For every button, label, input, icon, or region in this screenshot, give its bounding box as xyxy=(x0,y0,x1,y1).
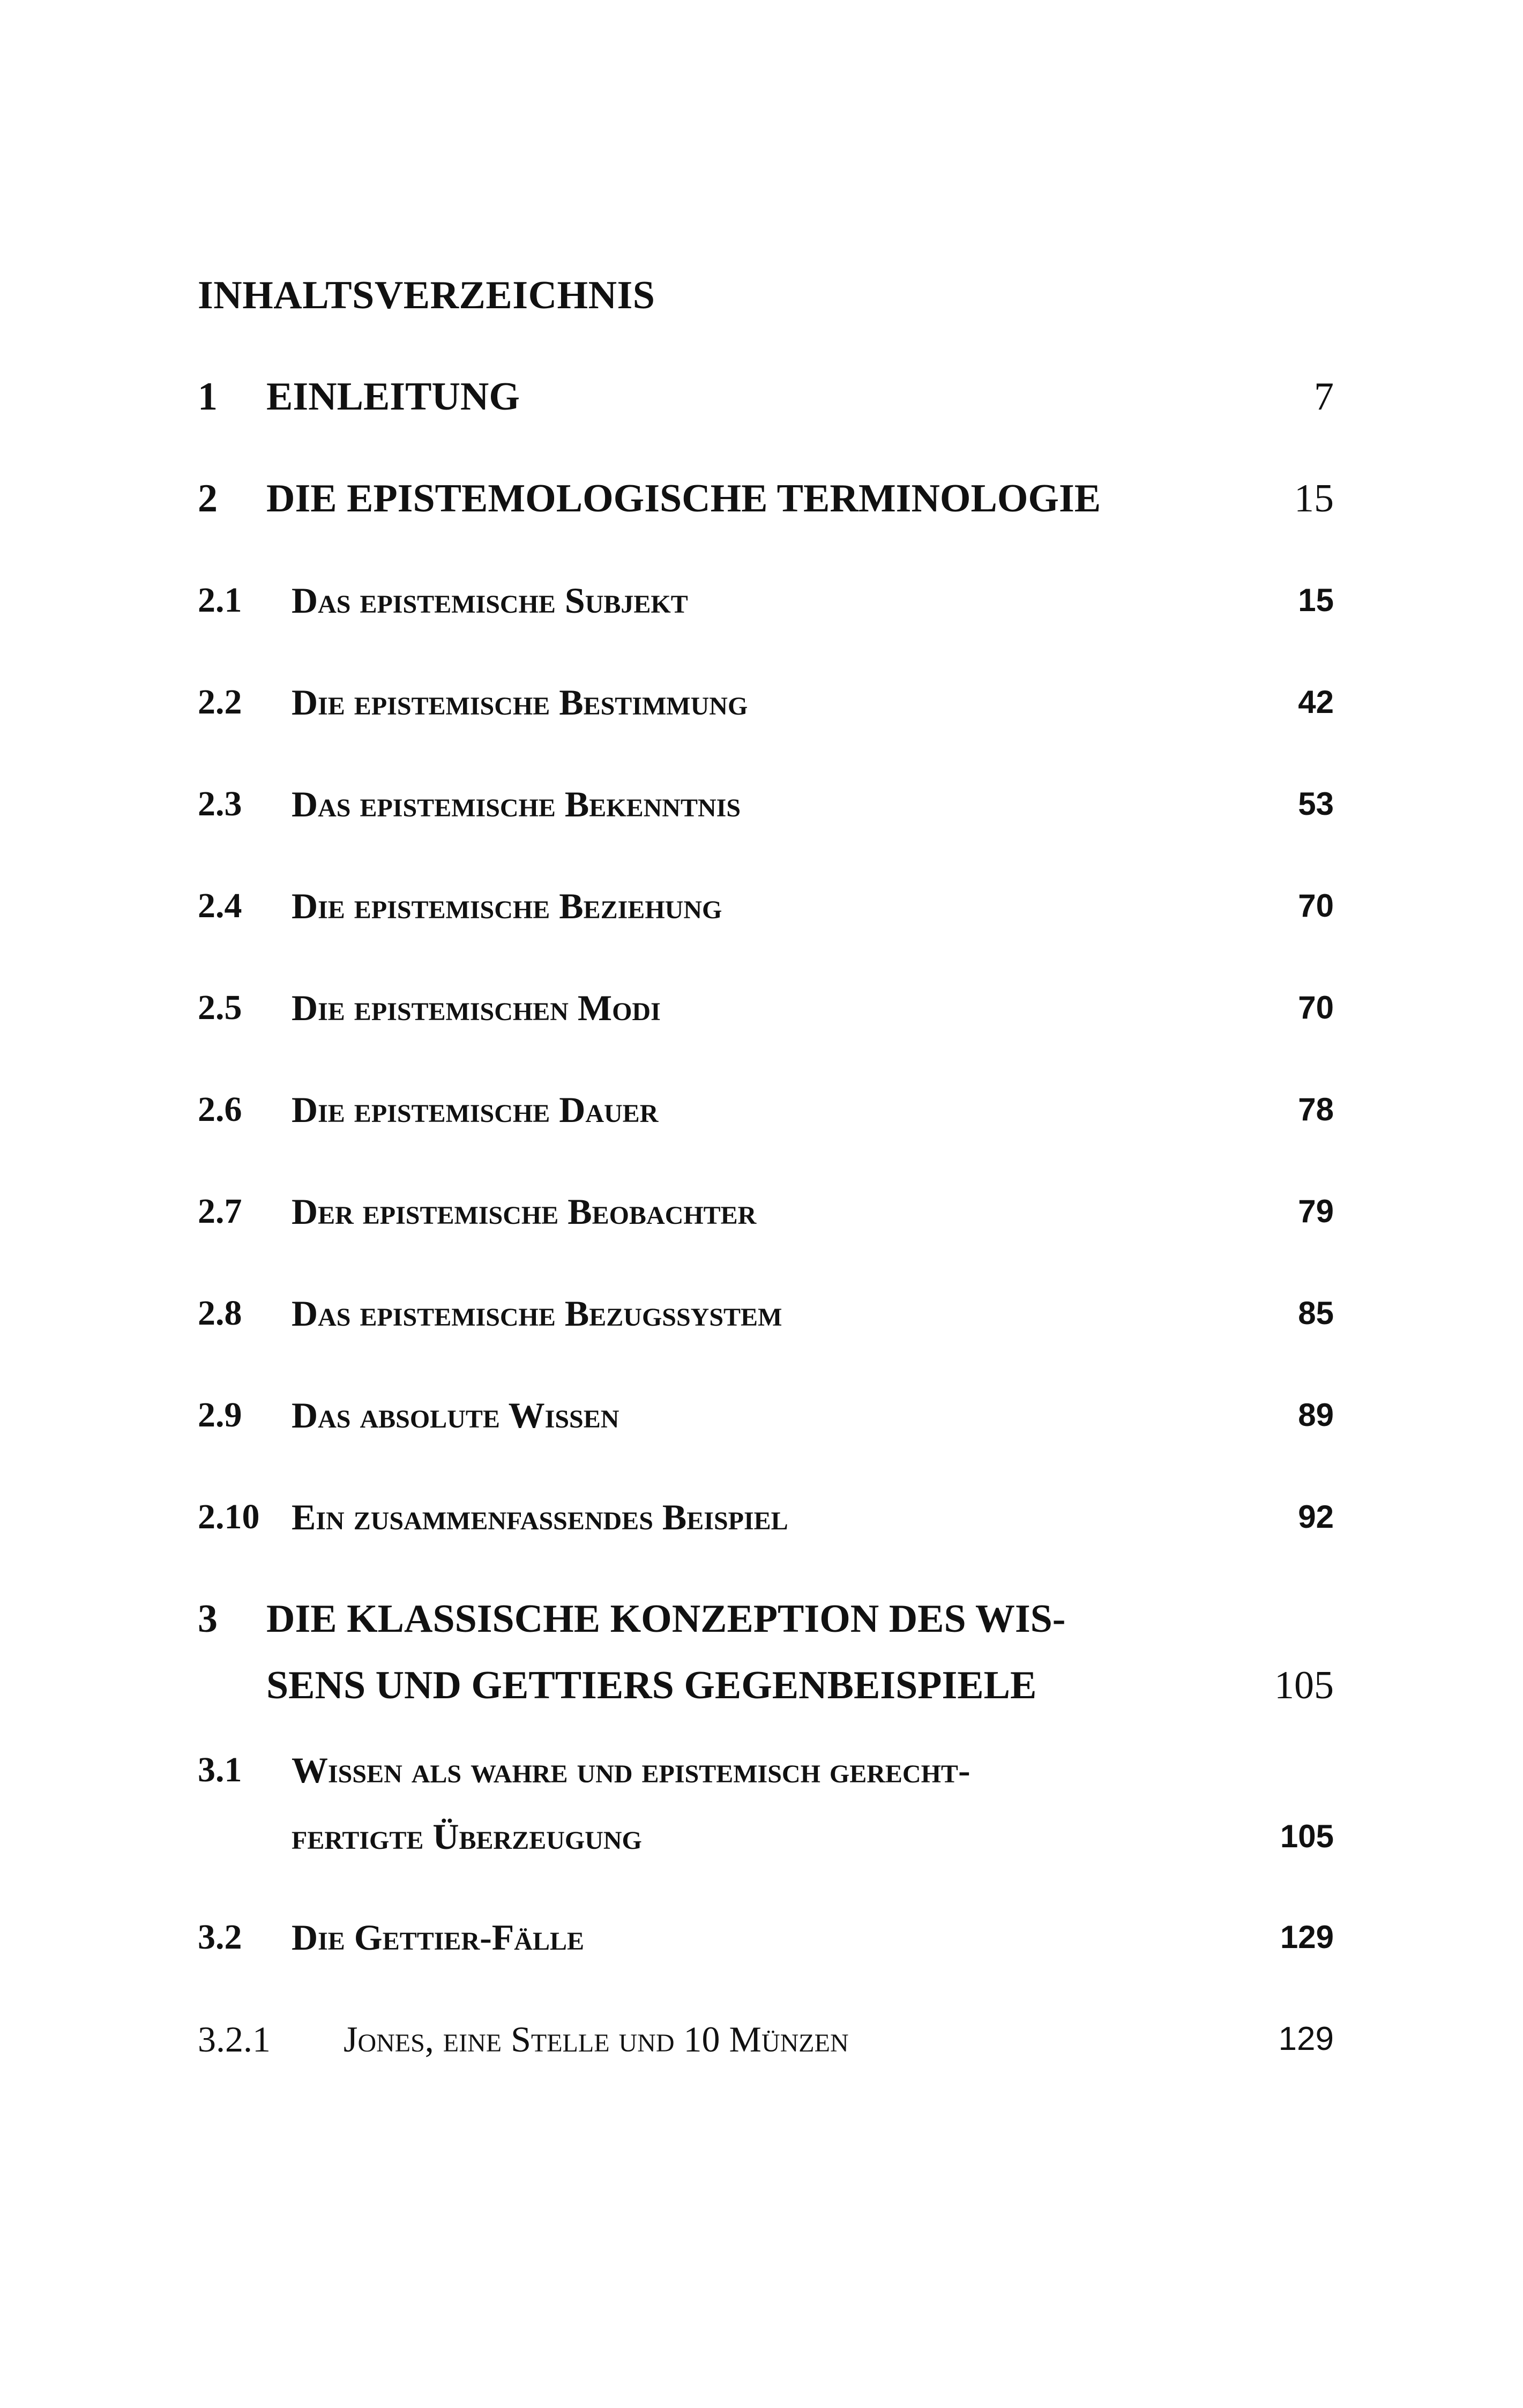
entry-page: 53 xyxy=(1298,786,1334,822)
toc-title: INHALTSVERZEICHNIS xyxy=(198,273,655,317)
entry-page: 105 xyxy=(1280,1818,1334,1854)
entry-label-line2: fertigte Überzeugung xyxy=(292,1816,642,1857)
entry-label: Die Gettier-Fälle xyxy=(292,1917,584,1958)
toc-entry xyxy=(198,1280,1334,1334)
entry-page: 70 xyxy=(1298,990,1334,1025)
toc-entry xyxy=(198,1178,1334,1232)
entry-label-line1: Wissen als wahre und epistemisch gerecht- xyxy=(292,1750,970,1790)
entry-label: Das epistemische Bekenntnis xyxy=(292,784,741,824)
entry-label: DIE EPISTEMOLOGISCHE TERMINOLOGIE xyxy=(266,477,1101,521)
entry-page: 15 xyxy=(1298,582,1334,618)
entry-page: 79 xyxy=(1298,1193,1334,1229)
entry-label: Der epistemische Beobachter xyxy=(292,1191,757,1232)
entry-label: Das epistemische Bezugssystem xyxy=(292,1293,782,1334)
entry-page: 92 xyxy=(1298,1499,1334,1535)
entry-number: 2.4 xyxy=(198,886,242,925)
entry-number: 2.9 xyxy=(198,1395,242,1435)
entry-number: 3.2 xyxy=(198,1918,242,1957)
toc-entry xyxy=(198,1076,1334,1130)
entry-page: 78 xyxy=(1298,1091,1334,1127)
toc-entry xyxy=(198,1586,1334,1719)
toc-entry xyxy=(198,1737,1334,1870)
entry-number: 3 xyxy=(198,1597,218,1641)
entry-page: 15 xyxy=(1294,477,1334,521)
entry-number: 2.8 xyxy=(198,1294,242,1333)
entry-label: Jones, eine Stelle und 10 Münzen xyxy=(344,2019,849,2060)
entry-number: 2.3 xyxy=(198,784,242,823)
entry-label: Das epistemische Subjekt xyxy=(292,580,688,621)
entry-label: Die epistemischen Modi xyxy=(292,987,661,1028)
toc-entry xyxy=(198,771,1334,824)
entry-number: 2 xyxy=(198,477,218,521)
toc-entry xyxy=(198,1904,1334,1958)
entry-page: 70 xyxy=(1298,888,1334,924)
entry-number: 2.1 xyxy=(198,581,242,620)
entry-number: 3.2.1 xyxy=(198,2019,271,2060)
entry-page: 129 xyxy=(1278,2020,1334,2057)
entry-number: 2.5 xyxy=(198,988,242,1027)
entry-label-line2: SENS UND GETTIERS GEGENBEISPIELE xyxy=(266,1663,1037,1707)
toc-entry xyxy=(198,1382,1334,1436)
entry-label: Ein zusammenfassendes Beispiel xyxy=(292,1497,788,1537)
toc-entry xyxy=(198,1484,1334,1537)
entry-page: 42 xyxy=(1298,684,1334,720)
entry-label: Die epistemische Beziehung xyxy=(292,886,722,926)
entry-page: 85 xyxy=(1298,1295,1334,1331)
toc-entry xyxy=(198,669,1334,723)
toc-entry xyxy=(198,465,1334,519)
entry-label: Die epistemische Bestimmung xyxy=(292,682,748,723)
toc-entry xyxy=(198,567,1334,621)
entry-page: 7 xyxy=(1314,375,1334,419)
entry-page: 89 xyxy=(1298,1397,1334,1433)
toc-entry xyxy=(198,2006,1334,2060)
entry-label: Das absolute Wissen xyxy=(292,1395,619,1436)
entry-page: 105 xyxy=(1274,1663,1334,1707)
entry-number: 2.6 xyxy=(198,1090,242,1129)
entry-label: Die epistemische Dauer xyxy=(292,1089,659,1130)
toc-entry xyxy=(198,873,1334,926)
entry-number: 3.1 xyxy=(198,1750,242,1789)
toc-entry xyxy=(198,975,1334,1028)
toc-entry xyxy=(198,363,1334,417)
entry-number: 2.2 xyxy=(198,682,242,722)
entry-label-line1: DIE KLASSISCHE KONZEPTION DES WIS- xyxy=(266,1597,1066,1641)
entry-number: 2.7 xyxy=(198,1192,242,1231)
entry-number: 1 xyxy=(198,375,218,419)
entry-page: 129 xyxy=(1280,1919,1334,1955)
entry-number: 2.10 xyxy=(198,1497,260,1536)
entry-label: EINLEITUNG xyxy=(266,375,520,419)
